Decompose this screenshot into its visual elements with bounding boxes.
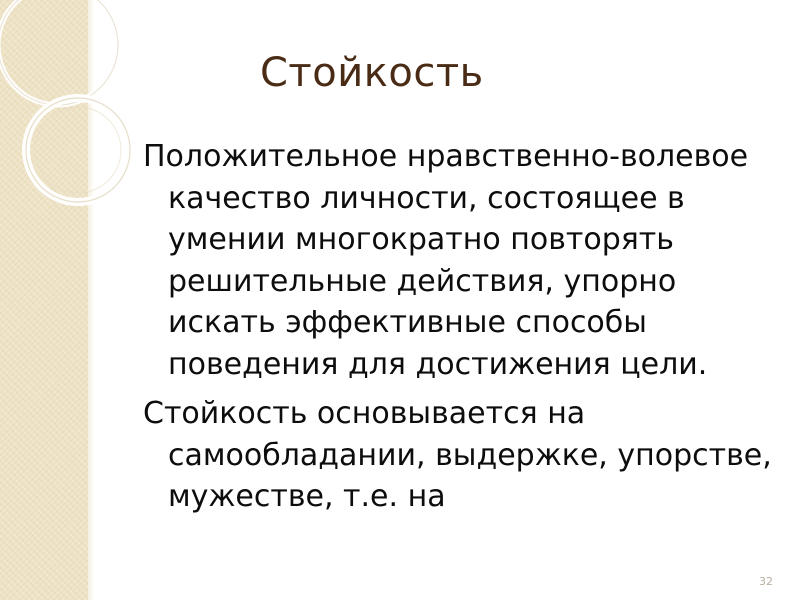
definition-paragraph: Положительное нравственно-волевое качество личности, состоящее в умении многократно повторять решительные действия, упорно искать эффективные способы поведения для достижения цели.	[143, 139, 749, 382]
decorative-rings-icon	[0, 0, 140, 600]
slide-body	[143, 136, 783, 526]
page-number: 32	[759, 575, 773, 588]
basis-paragraph: Стойкость основывается на самообладании, выдержке, упорстве, мужестве, т.е. на	[143, 396, 772, 514]
slide-title: Стойкость	[260, 50, 484, 96]
